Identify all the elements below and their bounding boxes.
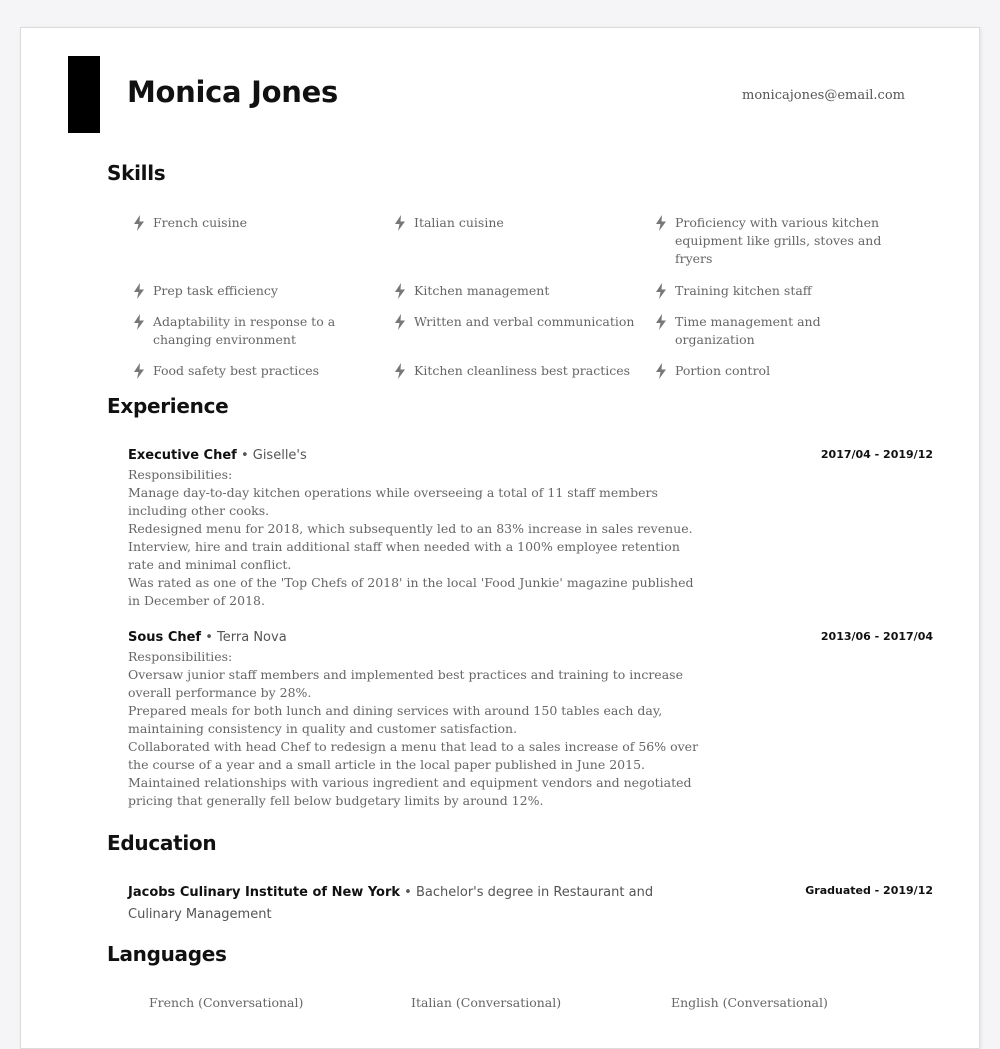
job-description — [128, 648, 708, 810]
skill-label: Kitchen management — [414, 283, 550, 298]
skill-label: French cuisine — [153, 215, 248, 230]
skill-item — [655, 214, 897, 268]
responsibilities-label: Responsibilities: — [128, 649, 233, 664]
name-accent-bar — [68, 56, 100, 133]
lightning-bolt-icon — [394, 283, 406, 299]
lightning-bolt-icon — [655, 363, 667, 379]
company-name: Terra Nova — [217, 630, 287, 645]
email-address[interactable]: monicajones@email.com — [742, 88, 905, 103]
skill-item — [394, 313, 664, 331]
skill-item — [394, 282, 664, 300]
lightning-bolt-icon — [655, 283, 667, 299]
job-heading — [128, 446, 933, 466]
lightning-bolt-icon — [133, 283, 145, 299]
skill-item — [133, 362, 375, 380]
lightning-bolt-icon — [133, 363, 145, 379]
separator: • — [236, 448, 253, 463]
skill-item — [655, 282, 897, 300]
job-dates: 2017/04 - 2019/12 — [820, 448, 933, 461]
job-heading — [128, 628, 933, 648]
responsibility-line: Oversaw junior staff members and implemented best practices and training to increase overall performance by 28%. — [128, 667, 683, 700]
language-item: French (Conversational) — [149, 995, 304, 1010]
skill-label: Kitchen cleanliness best practices — [414, 363, 631, 378]
responsibility-line: Interview, hire and train additional staff when needed with a 100% employee retention rate and minimal conflict. — [128, 539, 680, 572]
languages-heading: Languages — [107, 942, 227, 966]
education-heading-line — [128, 882, 688, 926]
skill-item — [133, 313, 375, 349]
skill-item — [655, 313, 897, 349]
company-name: Giselle's — [252, 448, 307, 463]
responsibility-line: Prepared meals for both lunch and dining services with around 150 tables each day, maintaining consistency in quality and customer satisfaction. — [128, 703, 663, 736]
lightning-bolt-icon — [655, 215, 667, 231]
candidate-name: Monica Jones — [127, 75, 338, 109]
skill-label: Proficiency with various kitchen equipment like grills, stoves and fryers — [675, 215, 882, 266]
skill-label: Portion control — [675, 363, 771, 378]
language-item: Italian (Conversational) — [411, 995, 562, 1010]
responsibility-line: Collaborated with head Chef to redesign a menu that lead to a sales increase of 56% over the course of a year and a small article in the local paper published in June 2015. — [128, 739, 699, 772]
skill-item — [133, 282, 375, 300]
job-title: Sous Chef — [128, 630, 202, 645]
job-title: Executive Chef — [128, 448, 237, 463]
education-heading: Education — [107, 831, 217, 855]
lightning-bolt-icon — [394, 363, 406, 379]
skill-item — [133, 214, 375, 232]
graduation-date: Graduated - 2019/12 — [805, 884, 933, 897]
responsibilities-label: Responsibilities: — [128, 467, 233, 482]
skills-heading: Skills — [107, 161, 166, 185]
skill-label: Adaptability in response to a changing environment — [153, 314, 336, 347]
lightning-bolt-icon — [394, 215, 406, 231]
skill-label: Time management and organization — [675, 314, 821, 347]
experience-heading: Experience — [107, 394, 229, 418]
job-description — [128, 466, 708, 610]
skill-label: Prep task efficiency — [153, 283, 278, 298]
responsibility-line: Maintained relationships with various ingredient and equipment vendors and negotiated pricing that generally fell below budgetary limits by around 12%. — [128, 775, 692, 808]
skill-label: Italian cuisine — [414, 215, 504, 230]
experience-item — [128, 446, 933, 610]
skill-label: Food safety best practices — [153, 363, 320, 378]
responsibility-line: Manage day-to-day kitchen operations while overseeing a total of 11 staff members including other cooks. — [128, 485, 658, 518]
lightning-bolt-icon — [133, 215, 145, 231]
separator: • — [201, 630, 218, 645]
responsibility-line: Redesigned menu for 2018, which subsequently led to an 83% increase in sales revenue. — [128, 521, 693, 536]
job-dates: 2013/06 - 2017/04 — [820, 630, 933, 643]
experience-item — [128, 628, 933, 810]
lightning-bolt-icon — [133, 314, 145, 330]
education-item — [128, 882, 933, 926]
skill-label: Training kitchen staff — [675, 283, 812, 298]
school-name: Jacobs Culinary Institute of New York — [128, 885, 401, 900]
lightning-bolt-icon — [655, 314, 667, 330]
skill-item — [394, 362, 664, 380]
lightning-bolt-icon — [394, 314, 406, 330]
skill-item — [655, 362, 897, 380]
language-item: English (Conversational) — [671, 995, 828, 1010]
responsibility-line: Was rated as one of the 'Top Chefs of 2018' in the local 'Food Junkie' magazine published in December of 2018. — [128, 575, 694, 608]
resume-page — [20, 27, 980, 1049]
skill-item — [394, 214, 664, 232]
separator: • — [400, 885, 416, 900]
degree-name: Bachelor's degree in Restaurant and Culinary Management — [128, 885, 654, 922]
skill-label: Written and verbal communication — [414, 314, 635, 329]
